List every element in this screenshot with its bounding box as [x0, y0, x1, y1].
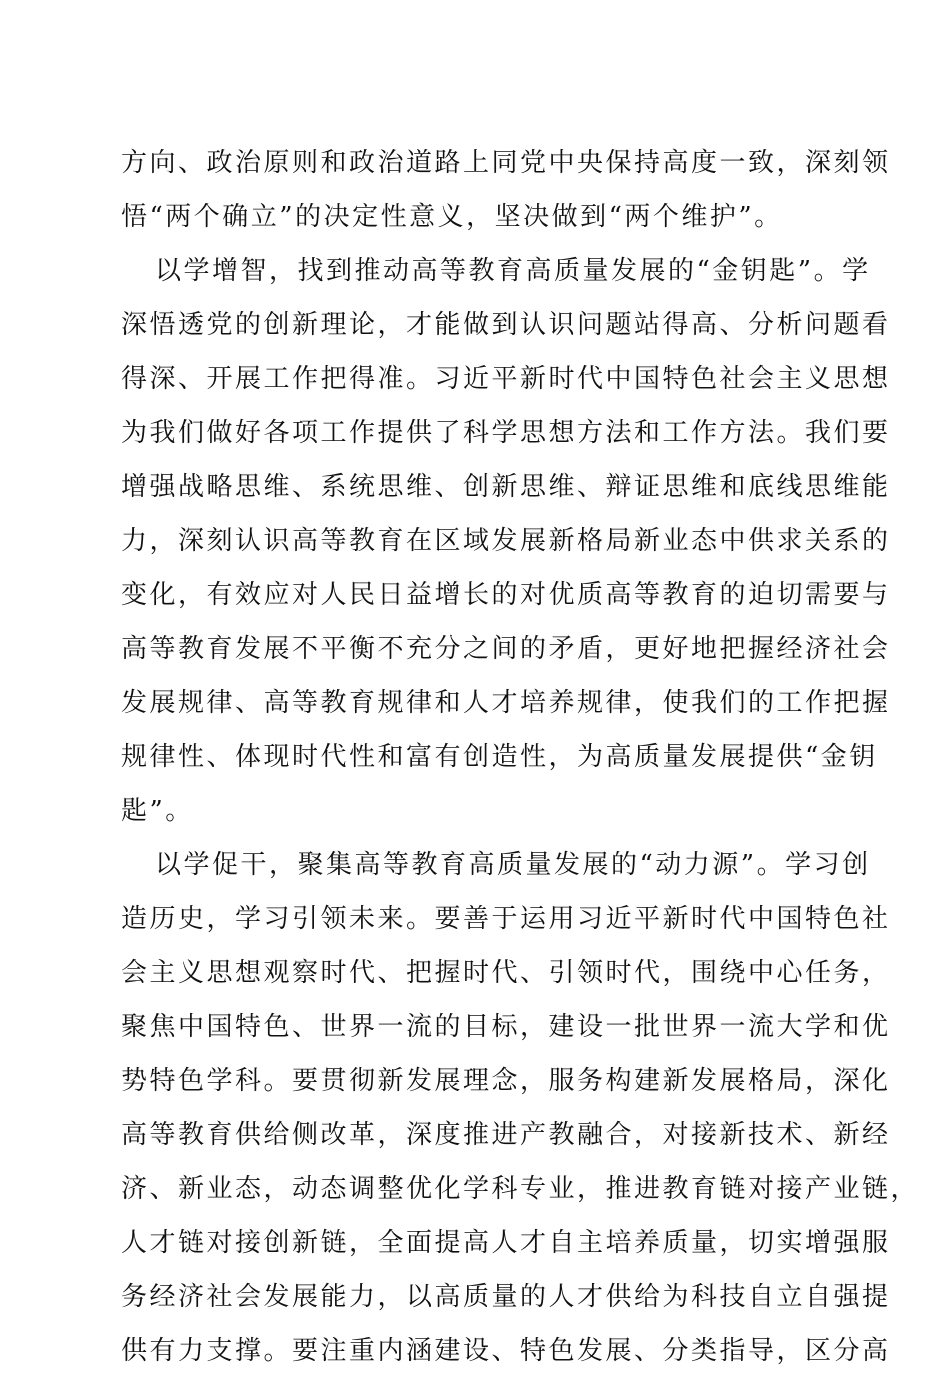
text-line: 规律性、体现时代性和富有创造性，为高质量发展提供“金钥 [121, 742, 878, 772]
text-line: 悟“两个确立”的决定性意义，坚决做到“两个维护”。 [121, 202, 783, 232]
text-line: 为我们做好各项工作提供了科学思想方法和工作方法。我们要 [121, 418, 891, 448]
text-line: 发展规律、高等教育规律和人才培养规律，使我们的工作把握 [121, 688, 891, 718]
body-text [121, 141, 920, 1383]
paragraph-start-line: 以学促干，聚集高等教育高质量发展的“动力源”。学习创 [155, 850, 871, 880]
text-line: 深悟透党的创新理论，才能做到认识问题站得高、分析问题看 [121, 310, 891, 340]
text-line: 增强战略思维、系统思维、创新思维、辩证思维和底线思维能 [121, 472, 891, 502]
text-line: 会主义思想观察时代、把握时代、引领时代，围绕中心任务， [121, 958, 891, 988]
paragraph-start-line: 以学增智，找到推动高等教育高质量发展的“金钥匙”。学 [155, 256, 871, 286]
text-line: 人才链对接创新链，全面提高人才自主培养质量，切实增强服 [121, 1228, 891, 1258]
text-line: 得深、开展工作把得准。习近平新时代中国特色社会主义思想 [121, 364, 891, 394]
text-line: 济、新业态，动态调整优化学科专业，推进教育链对接产业链， [121, 1174, 920, 1204]
text-line: 供有力支撑。要注重内涵建设、特色发展、分类指导，区分高 [121, 1336, 891, 1366]
text-line: 方向、政治原则和政治道路上同党中央保持高度一致，深刻领 [121, 148, 891, 178]
text-line: 高等教育发展不平衡不充分之间的矛盾，更好地把握经济社会 [121, 634, 891, 664]
text-line: 势特色学科。要贯彻新发展理念，服务构建新发展格局，深化 [121, 1066, 891, 1096]
text-line: 匙”。 [121, 796, 194, 826]
text-line: 变化，有效应对人民日益增长的对优质高等教育的迫切需要与 [121, 580, 891, 610]
text-line: 造历史，学习引领未来。要善于运用习近平新时代中国特色社 [121, 904, 891, 934]
text-line: 力，深刻认识高等教育在区域发展新格局新业态中供求关系的 [121, 526, 891, 556]
text-line: 高等教育供给侧改革，深度推进产教融合，对接新技术、新经 [121, 1120, 891, 1150]
text-line: 务经济社会发展能力，以高质量的人才供给为科技自立自强提 [121, 1282, 891, 1312]
text-line: 聚焦中国特色、世界一流的目标，建设一批世界一流大学和优 [121, 1012, 891, 1042]
